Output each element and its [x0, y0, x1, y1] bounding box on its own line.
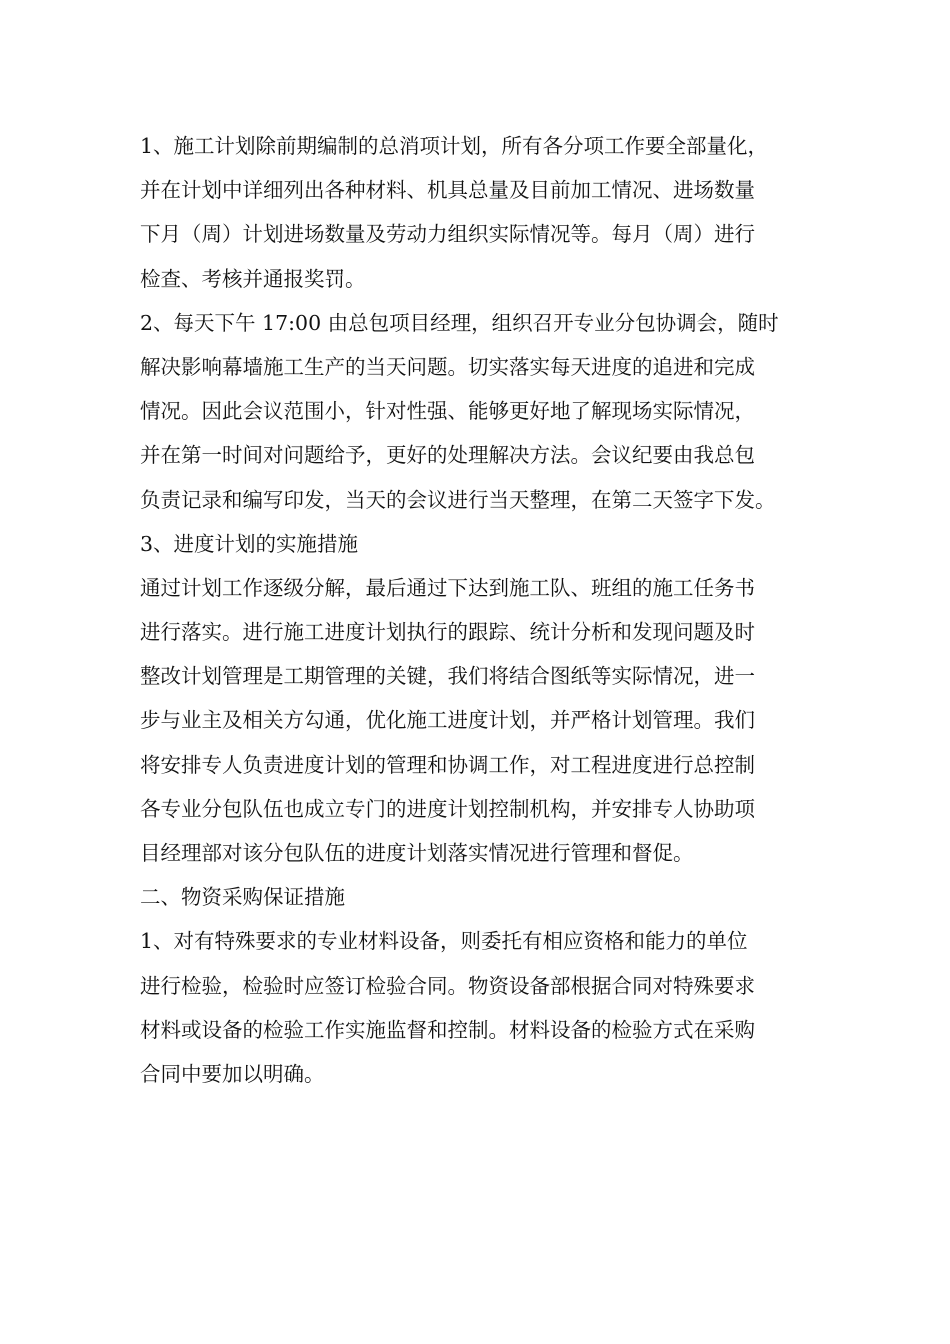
- text-line: 情况。因此会议范围小，针对性强、能够更好地了解现场实际情况，: [140, 399, 755, 424]
- text-line: 步与业主及相关方勾通，优化施工进度计划，并严格计划管理。我们: [140, 708, 755, 733]
- text-line: 进行检验，检验时应签订检验合同。物资设备部根据合同对特殊要求: [140, 973, 755, 998]
- text-line: 整改计划管理是工期管理的关键，我们将结合图纸等实际情况，进一: [140, 664, 755, 689]
- text-line: 并在第一时间对问题给予，更好的处理解决方法。会议纪要由我总包: [140, 443, 755, 468]
- section-heading: 3、进度计划的实施措施: [140, 531, 359, 556]
- text-line: 通过计划工作逐级分解，最后通过下达到施工队、班组的施工任务书: [140, 575, 755, 600]
- text-line: 2、每天下午 17:00 由总包项目经理，组织召开专业分包协调会，随时: [140, 310, 779, 335]
- text-line: 检查、考核并通报奖罚。: [140, 266, 366, 291]
- text-line: 并在计划中详细列出各种材料、机具总量及目前加工情况、进场数量: [140, 178, 755, 203]
- text-line: 合同中要加以明确。: [140, 1061, 325, 1086]
- text-line: 各专业分包队伍也成立专门的进度计划控制机构，并安排专人协助项: [140, 796, 755, 821]
- text-line: 1、对有特殊要求的专业材料设备，则委托有相应资格和能力的单位: [140, 929, 748, 954]
- text-line: 目经理部对该分包队伍的进度计划落实情况进行管理和督促。: [140, 841, 694, 865]
- text-line: 将安排专人负责进度计划的管理和协调工作，对工程进度进行总控制: [140, 752, 755, 777]
- document-body: [140, 124, 830, 1096]
- text-line: 材料或设备的检验工作实施监督和控制。材料设备的检验方式在采购: [140, 1017, 755, 1042]
- text-line: 进行落实。进行施工进度计划执行的跟踪、统计分析和发现问题及时: [140, 620, 755, 645]
- text-line: 解决影响幕墙施工生产的当天问题。切实落实每天进度的追进和完成: [140, 354, 755, 379]
- text-line: 1、施工计划除前期编制的总消项计划，所有各分项工作要全部量化，: [140, 134, 769, 158]
- section-heading: 二、物资采购保证措施: [140, 885, 345, 910]
- text-line: 负责记录和编写印发，当天的会议进行当天整理，在第二天签字下发。: [140, 487, 776, 512]
- text-line: 下月（周）计划进场数量及劳动力组织实际情况等。每月（周）进行: [140, 222, 755, 247]
